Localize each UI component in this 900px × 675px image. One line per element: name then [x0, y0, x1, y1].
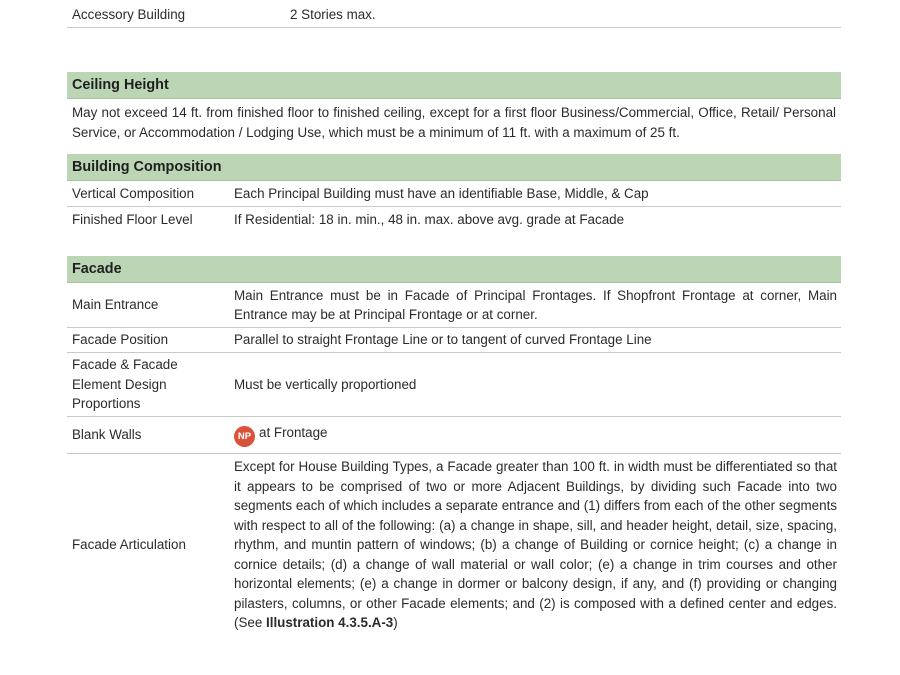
- facade-articulation-row: [67, 454, 841, 633]
- design-proportions-value: Must be vertically proportioned: [234, 376, 417, 392]
- main-entrance-label: Main Entrance: [72, 297, 159, 313]
- design-proportions-label: Facade & Facade Element Design Proportions: [72, 357, 178, 412]
- ceiling-height-section: [67, 72, 841, 148]
- building-composition-section: [67, 154, 841, 232]
- facade-section: [67, 256, 841, 633]
- accessory-building-row: [67, 2, 841, 28]
- vertical-composition-label: Vertical Composition: [72, 185, 195, 201]
- ceiling-height-header: Ceiling Height: [67, 72, 841, 99]
- design-proportions-row: [67, 353, 841, 417]
- standards-table: [67, 0, 841, 633]
- finished-floor-level-row: [67, 207, 841, 232]
- illustration-reference: Illustration 4.3.5.A-3: [266, 615, 394, 630]
- blank-walls-row: [67, 417, 841, 454]
- facade-position-row: [67, 328, 841, 353]
- not-permitted-badge-icon: NP: [234, 426, 255, 447]
- finished-floor-level-label: Finished Floor Level: [72, 211, 193, 227]
- vertical-composition-value: Each Principal Building must have an identifiable Base, Middle, & Cap: [234, 185, 649, 201]
- blank-walls-value: [234, 423, 841, 447]
- facade-articulation-label: Facade Articulation: [72, 537, 186, 552]
- facade-articulation-suffix: ): [393, 615, 398, 630]
- main-entrance-value: Main Entrance must be in Facade of Principal Frontages. If Shopfront Frontage at corner, Main Entrance may be at Principal Frontage or at corner.: [234, 287, 837, 322]
- blank-walls-label: Blank Walls: [72, 427, 142, 443]
- blank-walls-text: at Frontage: [259, 425, 328, 440]
- accessory-building-label: Accessory Building: [72, 6, 186, 22]
- vertical-composition-row: [67, 181, 841, 207]
- main-entrance-row: [67, 283, 841, 328]
- facade-header: Facade: [67, 256, 841, 283]
- facade-position-label: Facade Position: [72, 332, 169, 348]
- building-composition-header: Building Composition: [67, 154, 841, 181]
- accessory-building-value: 2 Stories max.: [290, 6, 376, 22]
- facade-position-value: Parallel to straight Frontage Line or to tangent of curved Frontage Line: [234, 332, 652, 348]
- ceiling-height-text: May not exceed 14 ft. from finished floor to finished ceiling, except for a first floor Business/Commercial, Office, Retail/ Personal Service, or Accommodation / Lodging Use, which must be a minimum of 11 ft. with a maximum of 25 ft.: [72, 105, 836, 140]
- facade-articulation-text: Except for House Building Types, a Facade greater than 100 ft. in width must be differentiated so that it appears to be comprised of two or more Adjacent Buildings, by dividing such Facade into two segments each of which includes a separate entrance and (1) differs from each of the other segments with respect to all of the following: (a) a change in shape, sill, and header height, detail, size, spacing, rhythm, and muntin pattern of windows; (b) a change of Building or cornice height; (c) a change in cornice details; (d) a change of wall material or wall color; (e) a change in trim courses and other horizontal elements; (e) a change in dormer or balcony design, if any, and (f) providing or changing pilasters, columns, or other Facade elements; and (2) is composed with a defined center and edges. (See: [234, 459, 837, 630]
- facade-articulation-value: [234, 457, 841, 633]
- finished-floor-level-value: If Residential: 18 in. min., 48 in. max. above avg. grade at Facade: [234, 211, 625, 227]
